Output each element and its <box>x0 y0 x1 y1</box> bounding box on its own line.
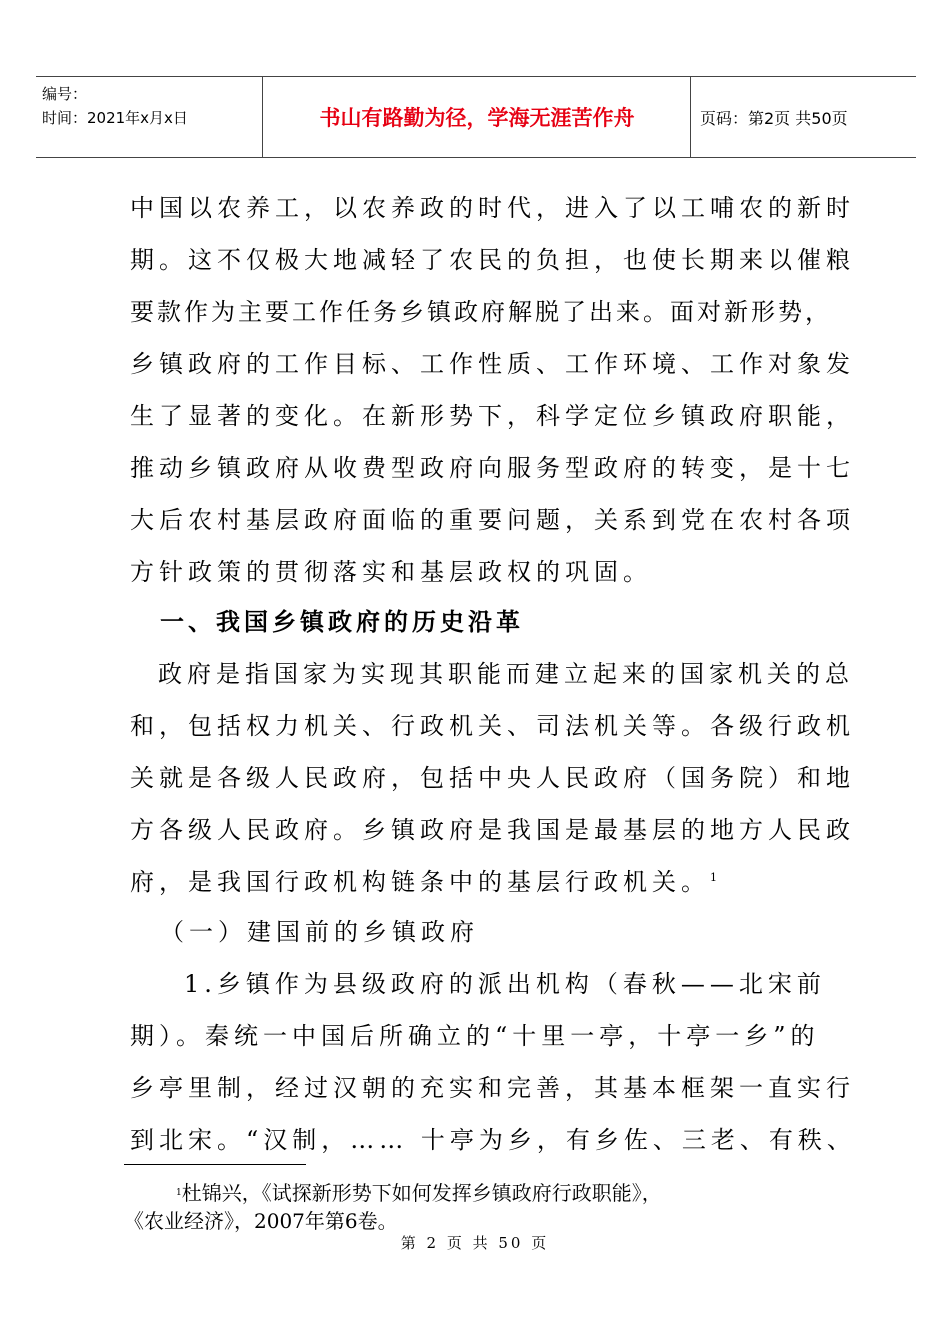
body-line: 生了显著的变化。在新形势下，科学定位乡镇政府职能， <box>130 402 855 430</box>
body-line <box>130 867 717 897</box>
footnote-marker: 1 <box>176 1188 182 1198</box>
section-heading: 一、我国乡镇政府的历史沿革 <box>160 608 524 636</box>
body-line: 大后农村基层政府面临的重要问题，关系到党在农村各项 <box>130 506 855 534</box>
footnote-text: 杜锦兴，《试探新形势下如何发挥乡镇政府行政职能》， <box>181 1181 662 1205</box>
body-line: 乡镇政府的工作目标、工作性质、工作环境、工作对象发 <box>130 350 855 378</box>
body-line-text: 府，是我国行政机构链条中的基层行政机关。 <box>130 868 710 896</box>
header-motto: 书山有路勤为径，学海无涯苦作舟 <box>264 77 691 157</box>
body-line: 1.乡镇作为县级政府的派出机构（春秋——北宋前 <box>184 970 826 998</box>
footnote-divider <box>124 1164 306 1165</box>
subsection-heading: （一）建国前的乡镇政府 <box>160 918 479 946</box>
body-line: 关就是各级人民政府，包括中央人民政府（国务院）和地 <box>130 764 855 792</box>
body-line: 政府是指国家为实现其职能而建立起来的国家机关的总 <box>158 660 854 688</box>
header-page-label: 页码：第2页 共50页 <box>700 108 848 128</box>
page-header <box>36 76 916 158</box>
body-line: 推动乡镇政府从收费型政府向服务型政府的转变，是十七 <box>130 454 855 482</box>
body-line: 期。这不仅极大地减轻了农民的负担，也使长期来以催粮 <box>130 246 855 274</box>
body-line: 中国以农养工，以农养政的时代，进入了以工哺农的新时 <box>130 194 855 222</box>
document-number-label: 编号： <box>42 85 88 103</box>
body-line: 方针政策的贯彻落实和基层政权的巩固。 <box>130 558 652 586</box>
document-time-label: 时间：2021年x月x日 <box>42 109 188 127</box>
header-meta <box>36 77 263 157</box>
footnote-reference: 1 <box>710 871 717 884</box>
body-line: 和，包括权力机关、行政机关、司法机关等。各级行政机 <box>130 712 855 740</box>
body-line: 期）。秦统一中国后所确立的“十里一亭，十亭一乡”的 <box>130 1022 820 1050</box>
footnote-line: 《农业经济》，2007年第6卷。 <box>124 1209 398 1233</box>
body-line: 乡亭里制，经过汉朝的充实和完善，其基本框架一直实行 <box>130 1074 855 1102</box>
footnote-line <box>176 1180 662 1206</box>
body-line: 到北宋。“汉制，…… 十亭为乡，有乡佐、三老、有秩、 <box>130 1126 856 1154</box>
page-footer: 第 2 页 共 50 页 <box>400 1234 550 1252</box>
body-line: 要款作为主要工作任务乡镇政府解脱了出来。面对新形势， <box>130 298 832 326</box>
body-line: 方各级人民政府。乡镇政府是我国是最基层的地方人民政 <box>130 816 855 844</box>
